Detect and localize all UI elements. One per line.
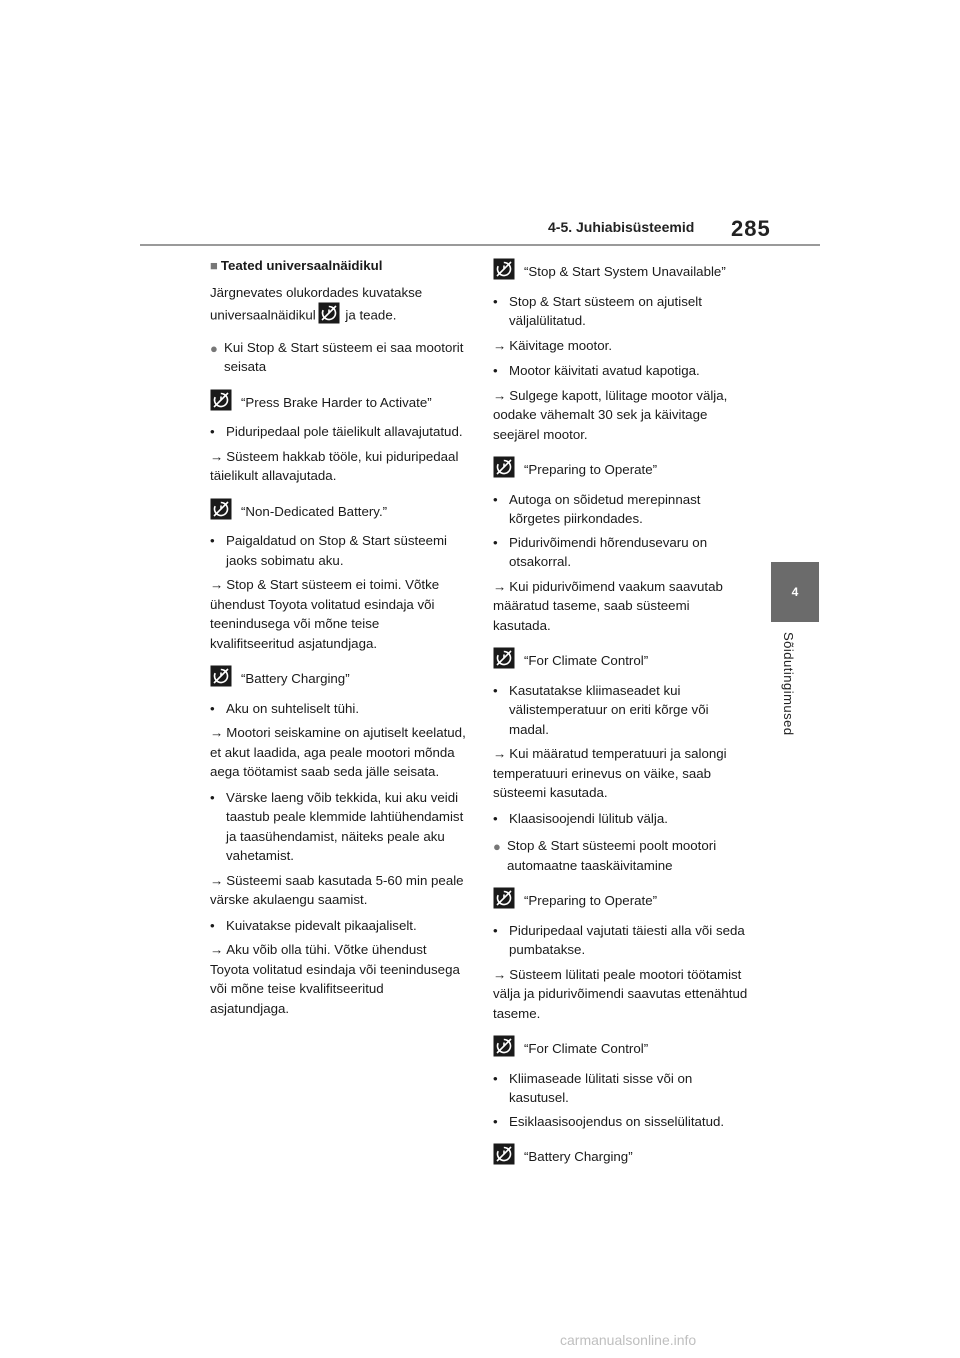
bullet-marker: •	[493, 810, 498, 826]
bullet-marker: •	[493, 491, 498, 507]
stop-start-off-icon	[210, 665, 232, 693]
arrow-icon: →	[493, 337, 507, 353]
message-row	[493, 647, 749, 675]
bullet-marker: •	[493, 922, 498, 938]
circle-marker: ●	[493, 839, 501, 854]
remedy-text-block	[493, 336, 749, 356]
bullet-marker: •	[493, 682, 498, 698]
circle-marker: ●	[210, 340, 218, 356]
cause-item	[493, 292, 749, 331]
cause-text: Autoga on sõidetud merepinnast kõrgetes piirkondades.	[509, 491, 701, 526]
remedy-text-block	[210, 871, 466, 910]
remedy-text: Süsteem lülitati peale mootori töötamist välja ja pidurivõimendi saavutas ettenähtud taseme.	[493, 966, 748, 1021]
message-row	[493, 456, 749, 484]
remedy-text: Stop & Start süsteem ei toimi. Võtke ühendust Toyota volitatud esindaja või teenindusega või mõne teise kvalifitseeritud asjatundjaga.	[210, 577, 440, 651]
group-heading	[210, 338, 466, 377]
cause-text: Piduripedaal pole täielikult allavajutatud.	[226, 424, 463, 439]
group-text: Stop & Start süsteemi poolt mootori automaatne taaskäivitamine	[507, 838, 717, 873]
message-text: “Stop & Start System Unavailable”	[524, 264, 726, 279]
cause-text: Kuivatakse pidevalt pikaajaliselt.	[226, 917, 417, 933]
heading-text: Teated universaalnäidikul	[220, 258, 383, 273]
stop-start-off-icon	[493, 456, 515, 484]
message-row	[493, 258, 749, 286]
arrow-icon: →	[493, 578, 507, 594]
cause-text: Kliimaseade lülitati sisse või on kasutusel.	[509, 1070, 693, 1105]
bullet-marker: •	[493, 534, 498, 550]
message-row	[210, 389, 466, 417]
remedy-text: Mootori seiskamine on ajutiselt keelatud, et akut laadida, aga peale mootori mõnda aega töötamist saab seda jälle seisata.	[210, 725, 466, 779]
bullet-marker: •	[210, 917, 215, 933]
chapter-side-label: Sõidutingimused	[781, 632, 796, 736]
message-text: “Preparing to Operate”	[524, 893, 658, 908]
cause-text: Mootor käivitati avatud kapotiga.	[509, 363, 700, 378]
stop-start-off-icon	[493, 1035, 515, 1063]
square-marker: ■	[210, 258, 218, 273]
bullet-marker: •	[493, 1113, 498, 1129]
right-column	[493, 254, 749, 1177]
message-text: “Battery Charging”	[241, 671, 350, 686]
arrow-icon: →	[493, 746, 507, 761]
arrow-icon: →	[210, 577, 224, 592]
cause-item	[493, 921, 749, 960]
bullet-marker: •	[493, 293, 498, 309]
cause-text: Paigaldatud on Stop & Start süsteemi jaoks sobimatu aku.	[226, 533, 448, 568]
cause-text: Esiklaasisoojendus on sisselülitatud.	[509, 1113, 725, 1129]
cause-text: Aku on suhteliselt tühi.	[226, 700, 360, 716]
remedy-text-block	[493, 386, 749, 445]
remedy-text: Aku võib olla tühi. Võtke ühendust Toyota volitatud esindaja või teenindusega või mõne teise kvalifitseeritud asjatundjaga.	[210, 942, 460, 1016]
arrow-icon: →	[493, 966, 507, 982]
message-row	[210, 665, 466, 693]
stop-start-off-icon	[210, 389, 232, 417]
remedy-text-block	[493, 965, 749, 1024]
stop-start-off-icon	[493, 647, 515, 675]
bullet-marker: •	[210, 700, 215, 716]
stop-start-off-icon	[493, 887, 515, 915]
cause-text: Värske laeng võib tekkida, kui aku veidi taastub peale klemmide lahtiühendamist ja taasühendamist, näiteks peale aku vahetamist.	[226, 789, 464, 863]
intro-paragraph	[210, 283, 466, 330]
cause-text: Kasutatakse kliimaseadet kui välistemperatuur on eriti kõrge või madal.	[509, 682, 709, 737]
remedy-text-block	[210, 940, 466, 1018]
cause-item	[493, 809, 749, 829]
cause-text: Pidurivõimendi hõrendusevaru on otsakorral.	[509, 534, 708, 569]
message-text: “Non-Dedicated Battery.”	[241, 503, 388, 519]
intro-text-b: ja teade.	[341, 307, 397, 323]
message-row	[493, 1035, 749, 1063]
stop-start-off-icon	[210, 498, 232, 526]
cause-item	[210, 916, 466, 936]
section-title: 4-5. Juhiabisüsteemid	[548, 219, 695, 235]
cause-item	[210, 699, 466, 719]
section-heading	[210, 256, 466, 276]
page-number: 285	[731, 216, 771, 241]
cause-text: Klaasisoojendi lülitub välja.	[509, 810, 668, 826]
message-row	[493, 1143, 749, 1171]
chapter-tab: 4	[771, 562, 819, 622]
message-row	[493, 887, 749, 915]
bullet-marker: •	[493, 1070, 498, 1086]
arrow-icon: →	[210, 872, 224, 888]
stop-start-off-icon	[493, 258, 515, 286]
message-text: “Battery Charging”	[524, 1149, 633, 1164]
message-text: “For Climate Control”	[524, 653, 649, 668]
message-text: “Press Brake Harder to Activate”	[241, 394, 432, 410]
header-rule	[140, 244, 820, 246]
site-watermark: carmanualsonline.info	[560, 1332, 697, 1348]
message-text: “For Climate Control”	[524, 1041, 649, 1056]
cause-item	[210, 531, 466, 570]
stop-start-off-icon	[318, 302, 340, 330]
remedy-text-block	[210, 447, 466, 486]
stop-start-off-icon	[493, 1143, 515, 1171]
cause-item	[493, 1069, 749, 1108]
cause-item	[210, 422, 466, 442]
cause-item	[493, 361, 749, 381]
cause-item	[493, 533, 749, 572]
remedy-text: Süsteemi saab kasutada 5-60 min peale värske akulaengu saamist.	[210, 872, 464, 907]
remedy-text-block	[493, 577, 749, 636]
cause-text: Stop & Start süsteem on ajutiselt väljalülitatud.	[509, 293, 702, 328]
message-text: “Preparing to Operate”	[524, 462, 658, 477]
intro-text-a: Järgnevates olukordades kuvatakse universaalnäidikul	[210, 284, 423, 323]
cause-item	[493, 681, 749, 740]
arrow-icon: →	[493, 387, 507, 403]
cause-item	[493, 1112, 749, 1132]
cause-item	[493, 490, 749, 529]
remedy-text: Sulgege kapott, lülitage mootor välja, oodake vähemalt 30 sek ja käivitage seejärel mootor.	[493, 387, 728, 442]
bullet-marker: •	[210, 424, 215, 439]
remedy-text: Käivitage mootor.	[509, 337, 613, 353]
bullet-marker: •	[493, 363, 498, 378]
remedy-text-block	[210, 723, 466, 782]
remedy-text-block	[493, 744, 749, 803]
bullet-marker: •	[210, 789, 215, 805]
remedy-text: Kui pidurivõimend vaakum saavutab määratud taseme, saab süsteemi kasutada.	[493, 578, 723, 633]
remedy-text-block	[210, 575, 466, 653]
cause-text: Piduripedaal vajutati täiesti alla või seda pumbatakse.	[509, 922, 745, 957]
cause-item	[210, 788, 466, 866]
left-column	[210, 254, 466, 1024]
remedy-text: Süsteem hakkab tööle, kui piduripedaal täielikult allavajutada.	[210, 448, 459, 483]
group-text: Kui Stop & Start süsteem ei saa mootorit seisata	[224, 339, 464, 374]
remedy-text: Kui määratud temperatuuri ja salongi temperatuuri erinevus on väike, saab süsteemi kasutada.	[493, 746, 727, 800]
message-row	[210, 498, 466, 526]
bullet-marker: •	[210, 533, 215, 548]
arrow-icon: →	[210, 448, 224, 464]
arrow-icon: →	[210, 942, 224, 957]
group-heading	[493, 836, 749, 875]
arrow-icon: →	[210, 725, 224, 740]
